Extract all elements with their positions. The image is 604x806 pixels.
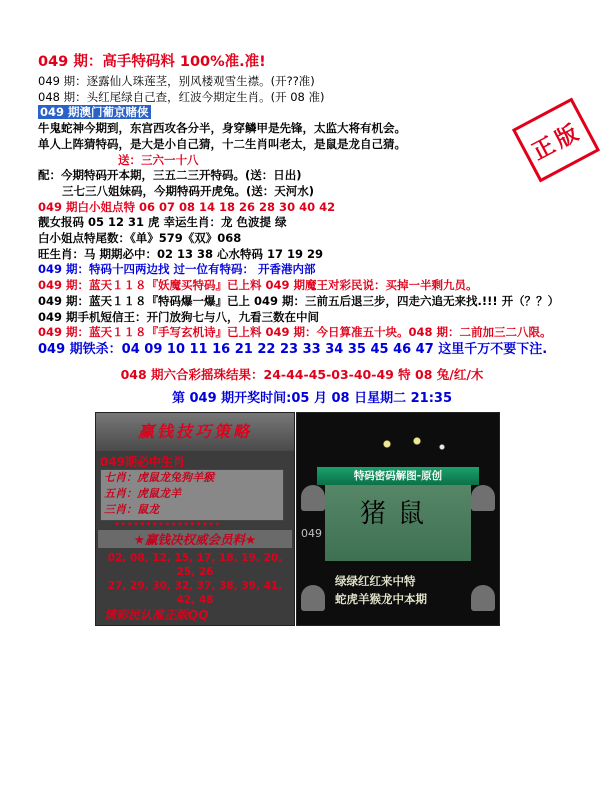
portrait-top-left — [301, 485, 325, 511]
left-poster-heading: 赢钱技巧策略 — [96, 413, 294, 451]
left-poster — [95, 412, 295, 626]
content-line: 旺生肖：马 期期必中：02 13 38 心水特码 17 19 29 — [38, 246, 324, 261]
kill-line: 049 期铁杀：04 09 10 11 16 21 22 23 33 34 35 45 46 47 这里千万不要下注. — [38, 342, 548, 357]
right-poster-heading: 特码密码解图-原创 — [317, 467, 479, 485]
content-line: 049 期澳门葡京赌侠 — [40, 105, 149, 120]
content-line: 049 期白小姐点特 06 07 08 14 18 26 28 30 40 42 — [38, 199, 336, 214]
content-line: 靓女报码 05 12 31 虎 幸运生肖：龙 色波提 绿 — [38, 215, 287, 230]
content-line: 送：三六一十八 — [118, 152, 199, 167]
number-row: 27, 29, 30, 32, 37, 38, 39, 41, 42, 48 — [107, 580, 283, 606]
firework-lights — [357, 429, 457, 459]
zodiac-row: 七肖：虎鼠龙兔狗羊猴 — [104, 471, 214, 484]
content-line: 048 期：头红尾绿自己查，红波今期定生肖。(开 08 准) — [38, 89, 325, 104]
portrait-bottom-right — [471, 585, 495, 611]
zodiac-pair: 猪鼠 — [359, 499, 436, 529]
page-title: 049 期：高手特码料 100%准.准! — [38, 54, 266, 70]
zodiac-row: 三肖：鼠龙 — [104, 503, 159, 516]
draw-time: 第 049 期开奖时间:05 月 08 日星期二 21:35 — [171, 391, 453, 406]
issue-number: 049 — [301, 527, 322, 540]
content-line: 049 期：蓝天１１８『手写玄机诗』已上料 049 期：今日算准五十块。048 期：二前加三二八限。 — [38, 325, 552, 340]
content-line: 牛鬼蛇神今期到，东宫西攻各分半，身穿鳞甲是先锋，太监大将有机会。 — [38, 121, 406, 136]
zodiac-row: 五肖：虎鼠龙羊 — [104, 487, 181, 500]
number-grid — [98, 551, 292, 607]
poem-line-2: 蛇虎羊猴龙中本期 — [335, 592, 427, 606]
result-line: 048 期六合彩摇珠结果：24-44-45-03-40-49 特 08 兔/红/木 — [120, 367, 484, 382]
star-strip: ★★★★★★★★★★★★★★★★★ — [114, 520, 221, 528]
content-line: 白小姐点特尾数：《单》579《双》068 — [38, 231, 242, 245]
portrait-bottom-left — [301, 585, 325, 611]
zhengban-stamp: 正版 — [512, 98, 600, 183]
zodiac-box — [100, 469, 284, 521]
content-line: 049 期：蓝天１１８『妖魔买特码』已上料 049 期魔王对彩民说：买掉一半剩九员。 — [38, 278, 478, 293]
content-line: 049 期手机短信王：开门放狗七与八，九看三数在中间 — [38, 309, 320, 324]
portrait-top-right — [471, 485, 495, 511]
content-line: 049 期：逐露仙人珠莲茎，别风楼观雪生襟。(开??准) — [38, 74, 315, 88]
content-line: 单人上阵猜特码，是大是小自己猜，十二生肖叫老太，是鼠是龙自己猜。 — [38, 136, 406, 151]
right-poster — [296, 412, 500, 626]
content-line: 配：今期特码开本期，三五二三开特码。(送：日出) — [38, 168, 302, 183]
number-row: 02, 08, 12, 15, 17, 18, 19, 20, 25, 26 — [107, 552, 283, 578]
member-banner: ★赢钱决权威会员料★ — [98, 530, 292, 548]
content-line: 049 期：蓝天１１８『特码爆一爆』已上 049 期：三前五后退三步，四走六追无来找.!!! 开（？？） — [38, 293, 560, 308]
content-line: 049 期：特码十四两边找 过一位有特码： 开香港内部 — [38, 262, 316, 277]
left-poster-subtitle: 049期必中生肖 — [100, 455, 186, 469]
left-poster-footer: 请彩民认准正版QQ — [104, 608, 209, 622]
content-line: 三七三八姐妹码，今期特码开虎兔。(送：天河水) — [62, 183, 315, 198]
poem-line-1: 绿绿红红来中特 — [335, 574, 416, 588]
